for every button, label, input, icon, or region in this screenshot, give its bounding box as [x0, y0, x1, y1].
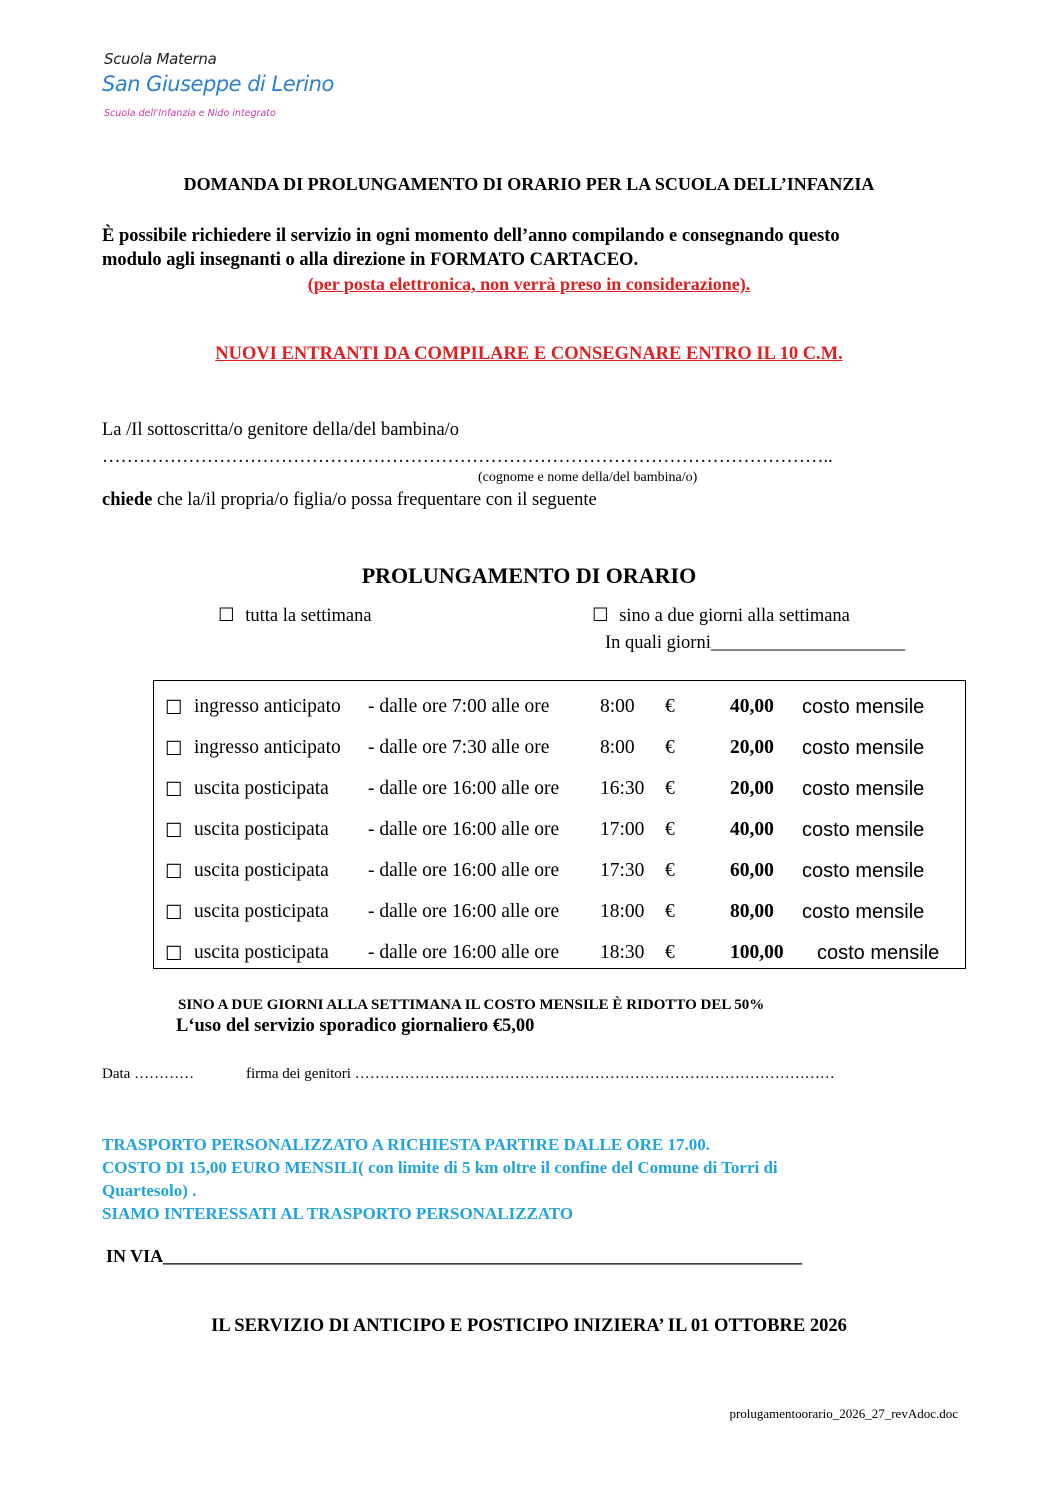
transport-line-1: TRASPORTO PERSONALIZZATO A RICHIESTA PARTIRE DALLE ORE 17.00. — [102, 1135, 710, 1154]
discount-note: SINO A DUE GIORNI ALLA SETTIMANA IL COSTO MENSILE È RIDOTTO DEL 50% — [178, 997, 765, 1013]
date-field[interactable]: Data ………… — [102, 1066, 195, 1082]
monthly-cost-label: costo mensile — [817, 942, 940, 964]
pricing-row[interactable] — [154, 860, 967, 896]
transport-block — [102, 1133, 778, 1225]
end-time: 18:00 — [600, 901, 645, 922]
asks-line — [102, 490, 597, 511]
monthly-cost-label: costo mensile — [802, 819, 925, 841]
pricing-box — [153, 680, 966, 969]
checkbox-icon[interactable]: ☐ — [165, 739, 183, 760]
euro-sign: € — [665, 942, 675, 963]
monthly-price: 100,00 — [730, 942, 784, 963]
euro-sign: € — [665, 696, 675, 717]
section-title: PROLUNGAMENTO DI ORARIO — [361, 563, 697, 588]
pricing-row[interactable] — [154, 819, 967, 855]
transport-line-3: Quartesolo) . — [102, 1181, 197, 1200]
logo-line-school: Scuola Materna — [104, 50, 217, 68]
euro-sign: € — [665, 819, 675, 840]
intro-line-1: È possibile richiedere il servizio in ogni momento dell’anno compilando e consegnando questo — [102, 226, 840, 246]
checkbox-icon[interactable]: ☐ — [165, 821, 183, 842]
time-range: - dalle ore 16:00 alle ore — [368, 942, 560, 963]
option-two-days-label: sino a due giorni alla settimana — [619, 606, 850, 626]
child-name-dots[interactable]: ……………………………………………………………………………………………………….. — [102, 447, 833, 467]
asks-bold: chiede — [102, 490, 153, 510]
address-field[interactable]: IN VIA_______________________________________________________________________ — [106, 1246, 803, 1266]
checkbox-icon[interactable]: ☐ — [165, 780, 183, 801]
end-time: 18:30 — [600, 942, 645, 963]
service-type: uscita posticipata — [194, 942, 329, 963]
footer-filename: prolugamentoorario_2026_27_revAdoc.doc — [729, 1406, 958, 1421]
transport-line-2: COSTO DI 15,00 EURO MENSILI( con limite di 5 km oltre il confine del Comune di Torri di — [102, 1158, 778, 1177]
end-time: 8:00 — [600, 737, 635, 758]
intro-paragraph — [102, 224, 840, 272]
option-whole-week-label: tutta la settimana — [245, 606, 372, 626]
monthly-price: 20,00 — [730, 778, 774, 799]
logo-line-name: San Giuseppe di Lerino — [102, 72, 334, 96]
euro-sign: € — [665, 860, 675, 881]
end-time: 17:30 — [600, 860, 645, 881]
end-time: 16:30 — [600, 778, 645, 799]
time-range: - dalle ore 7:00 alle ore — [368, 696, 550, 717]
checkbox-icon[interactable]: ☐ — [218, 606, 235, 626]
time-range: - dalle ore 16:00 alle ore — [368, 901, 560, 922]
time-range: - dalle ore 7:30 alle ore — [368, 737, 550, 758]
pricing-row[interactable] — [154, 737, 967, 773]
pricing-row[interactable] — [154, 901, 967, 937]
monthly-price: 40,00 — [730, 696, 774, 717]
document-title: DOMANDA DI PROLUNGAMENTO DI ORARIO PER LA SCUOLA DELL’INFANZIA — [183, 174, 875, 194]
checkbox-icon[interactable]: ☐ — [165, 903, 183, 924]
checkbox-icon[interactable]: ☐ — [165, 862, 183, 883]
service-type: uscita posticipata — [194, 901, 329, 922]
signer-line: La /Il sottoscritta/o genitore della/del bambina/o — [102, 420, 460, 440]
monthly-price: 40,00 — [730, 819, 774, 840]
pricing-row[interactable] — [154, 942, 967, 978]
checkbox-icon[interactable]: ☐ — [165, 698, 183, 719]
monthly-cost-label: costo mensile — [802, 901, 925, 923]
intro-line-2: modulo agli insegnanti o alla direzione in FORMATO CARTACEO. — [102, 250, 639, 270]
checkbox-icon[interactable]: ☐ — [165, 944, 183, 965]
pricing-row[interactable] — [154, 778, 967, 814]
monthly-cost-label: costo mensile — [802, 696, 925, 718]
checkbox-icon[interactable]: ☐ — [592, 606, 609, 626]
sporadic-note: L‘uso del servizio sporadico giornaliero €5,00 — [176, 1016, 535, 1036]
logo-line-subtitle: Scuola dell'Infanzia e Nido integrato — [104, 108, 276, 119]
new-entries-notice: NUOVI ENTRANTI DA COMPILARE E CONSEGNARE ENTRO IL 10 C.M. — [215, 344, 843, 364]
service-type: uscita posticipata — [194, 819, 329, 840]
service-type: ingresso anticipato — [194, 737, 341, 758]
service-type: uscita posticipata — [194, 860, 329, 881]
service-type: ingresso anticipato — [194, 696, 341, 717]
time-range: - dalle ore 16:00 alle ore — [368, 778, 560, 799]
option-whole-week[interactable] — [218, 605, 372, 627]
time-range: - dalle ore 16:00 alle ore — [368, 819, 560, 840]
monthly-cost-label: costo mensile — [802, 737, 925, 759]
monthly-cost-label: costo mensile — [802, 860, 925, 882]
euro-sign: € — [665, 737, 675, 758]
euro-sign: € — [665, 901, 675, 922]
end-time: 8:00 — [600, 696, 635, 717]
monthly-price: 20,00 — [730, 737, 774, 758]
time-range: - dalle ore 16:00 alle ore — [368, 860, 560, 881]
monthly-cost-label: costo mensile — [802, 778, 925, 800]
euro-sign: € — [665, 778, 675, 799]
transport-line-4: SIAMO INTERESSATI AL TRASPORTO PERSONALIZZATO — [102, 1204, 574, 1223]
end-time: 17:00 — [600, 819, 645, 840]
email-note: (per posta elettronica, non verrà preso in considerazione). — [307, 274, 751, 294]
pricing-row[interactable] — [154, 696, 967, 732]
monthly-price: 60,00 — [730, 860, 774, 881]
service-type: uscita posticipata — [194, 778, 329, 799]
start-notice: IL SERVIZIO DI ANTICIPO E POSTICIPO INIZIERA’ IL 01 OTTOBRE 2026 — [211, 1316, 847, 1336]
parents-signature-field[interactable]: firma dei genitori …………………………………………………………………………………… — [246, 1066, 835, 1082]
option-two-days[interactable] — [592, 605, 850, 627]
which-days-field[interactable]: In quali giorni_____________________ — [605, 633, 906, 653]
monthly-price: 80,00 — [730, 901, 774, 922]
asks-rest: che la/il propria/o figlia/o possa frequentare con il seguente — [152, 490, 597, 510]
child-name-hint: (cognome e nome della/del bambina/o) — [478, 470, 698, 485]
